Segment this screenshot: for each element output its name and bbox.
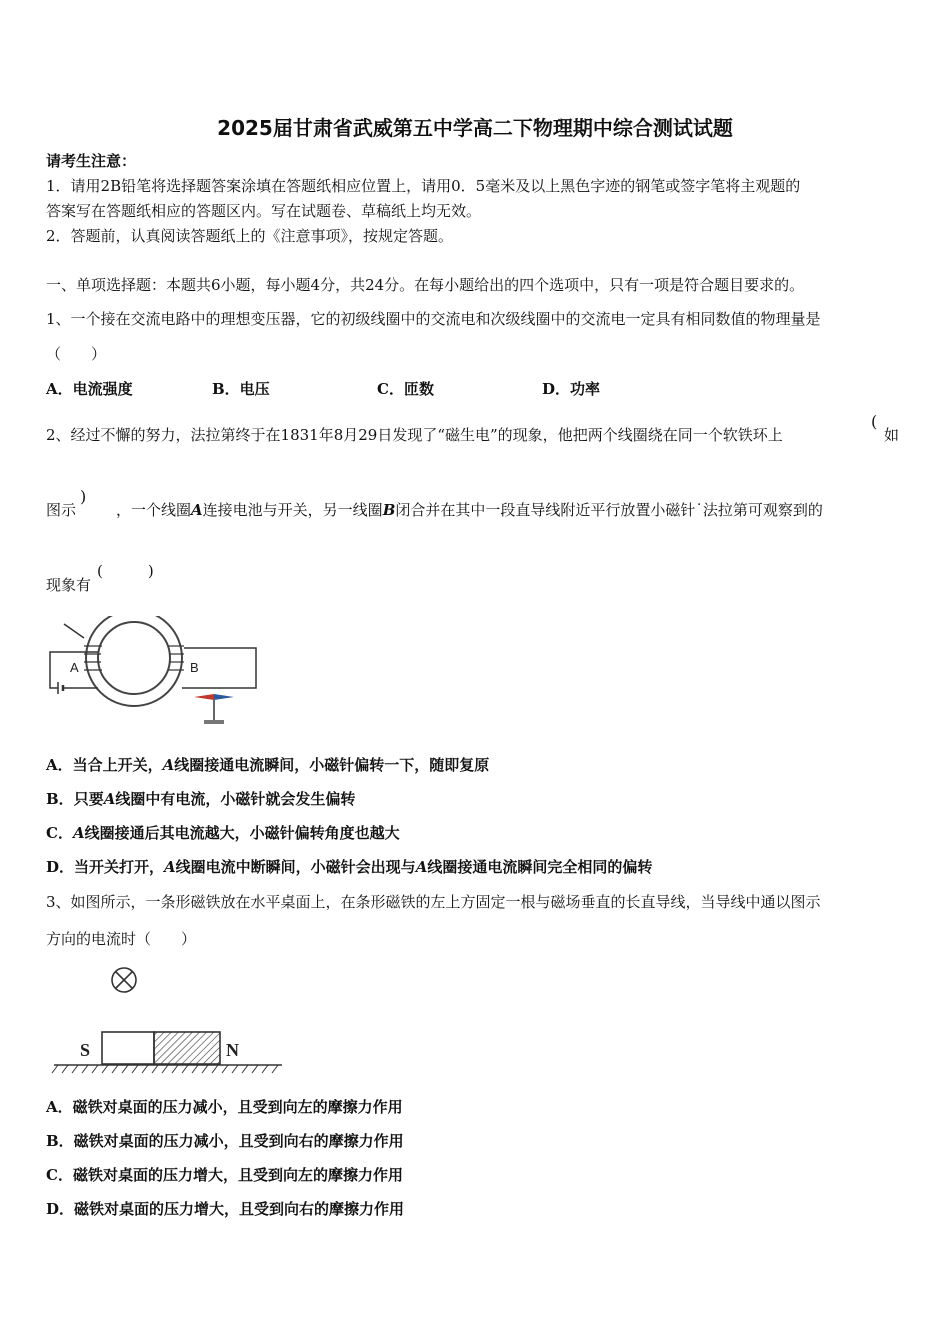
q2-option-a-pre: 当合上开关， [72,756,163,774]
notice-item2: 2．答题前，认真阅读答题纸上的《注意事项》，按规定答题。 [46,227,454,245]
q2-option-c-post: 线圈接通后其电流越大，小磁针偏转角度也越大 [84,824,400,842]
table-hatching [52,1065,278,1073]
q3-stem-line2: 方向的电流时（ ） [46,930,197,948]
iron-ring-inner [98,622,170,694]
q3-option-a: A．磁铁对桌面的压力减小，且受到向左的摩擦力作用 [46,1098,403,1116]
notice-item1-line1: 1．请用2B铅笔将选择题答案涂填在答题纸相应位置上，请用0．5毫米及以上黑色字迹的钢笔或签字笔将主观题的 [46,177,801,195]
page-title: 2025届甘肃省武威第五中学高二下物理期中综合测试试题 [217,116,733,140]
q2-stem-line2 [46,500,823,520]
q2-option-c-key: C． [46,824,73,842]
q2-line2-c: 连接电池与开关，另一线圈 [202,501,383,519]
magnet-south-half [102,1032,154,1064]
q2-blank: ( ) [97,562,154,580]
q2-option-d-pre: 当开关打开， [74,858,165,876]
q2-option-d-em: A [164,858,176,876]
bar-magnet-figure [50,962,286,1078]
q1-blank: （ ） [46,345,107,363]
coil-b-label: B [190,660,199,675]
q2-line2-b: ，一个线圈 [116,501,192,519]
q2-stem-line3: 现象有 [46,576,92,594]
q2-option-c [46,823,400,843]
magnet-s-label: S [80,1040,91,1060]
q2-option-d [46,857,652,877]
q2-stem-line1-end: 如 [884,426,900,444]
q2-paren-close: ) [80,487,87,506]
q2-paren-open: ( [871,412,878,431]
q2-line2-e: ˙法拉第可观察到的 [695,501,823,519]
q2-stem-line1-text: 2、经过不懈的努力，法拉第终于在1831年8月29日发现了“磁生电”的现象，他把两个线圈绕在同一个软铁环上 [46,426,783,444]
q2-option-a-em: A [162,756,175,774]
magnet-north-half [154,1032,220,1064]
q3-option-d: D．磁铁对桌面的压力增大，且受到向右的摩擦力作用 [46,1200,405,1218]
q2-option-a-key: A． [46,756,73,774]
section1-heading: 一、单项选择题：本题共6小题，每小题4分，共24分。在每小题给出的四个选项中，只有一项是符合题目要求的。 [46,276,805,294]
q1-option-b: B．电压 [212,380,270,398]
q3-stem-line1: 3、如图所示，一条形磁铁放在水平桌面上，在条形磁铁的左上方固定一根与磁场垂直的长直导线，当导线中通以图示 [46,893,821,911]
q2-option-d-key: D． [46,858,75,876]
q2-option-d-post2: 线圈接通电流瞬间完全相同的偏转 [427,858,653,876]
needle-north-end [194,694,214,700]
q3-option-c: C．磁铁对桌面的压力增大，且受到向左的摩擦力作用 [46,1166,403,1184]
q2-option-b [46,789,355,809]
magnet-n-label: N [226,1040,239,1060]
notice-item1-line2: 答案写在答题纸相应的答题区内。写在试题卷、草稿纸上均无效。 [46,202,482,220]
q1-stem: 1、一个接在交流电路中的理想变压器，它的初级线圈中的交流电和次级线圈中的交流电一定具有相同数值的物理量是 [46,310,821,328]
q2-option-b-key: B． [46,790,74,808]
q2-option-b-pre: 只要 [73,790,104,808]
q2-line2-a: 图示 [46,501,77,519]
q2-coil-b: B [382,501,396,519]
coil-a-label: A [70,660,79,675]
needle-base [204,720,224,724]
q1-option-d: D．功率 [542,380,601,398]
q2-option-b-em: A [103,790,116,808]
switch-lever [64,624,84,638]
iron-ring-outer [86,616,182,706]
coil-ring-figure [44,616,260,736]
q3-option-b: B．磁铁对桌面的压力减小，且受到向右的摩擦力作用 [46,1132,404,1150]
q2-option-b-post: 线圈中有电流，小磁针就会发生偏转 [115,790,356,808]
needle-south-end [214,694,234,700]
q2-stem-line1 [46,425,783,445]
q2-option-a-post: 线圈接通电流瞬间，小磁针偏转一下，随即复原 [174,756,490,774]
q2-line2-d: 闭合并在其中一段直导线附近平行放置小磁针 [395,501,696,519]
q1-option-a: A．电流强度 [46,380,133,398]
q2-coil-a: A [191,501,203,519]
q2-option-d-em2: A [415,858,428,876]
notice-heading: 请考生注意： [46,152,137,170]
q2-option-d-post: 线圈电流中断瞬间，小磁针会出现与 [175,858,416,876]
q2-option-c-em: A [72,824,85,842]
q2-option-a [46,755,489,775]
q1-option-c: C．匝数 [377,380,434,398]
